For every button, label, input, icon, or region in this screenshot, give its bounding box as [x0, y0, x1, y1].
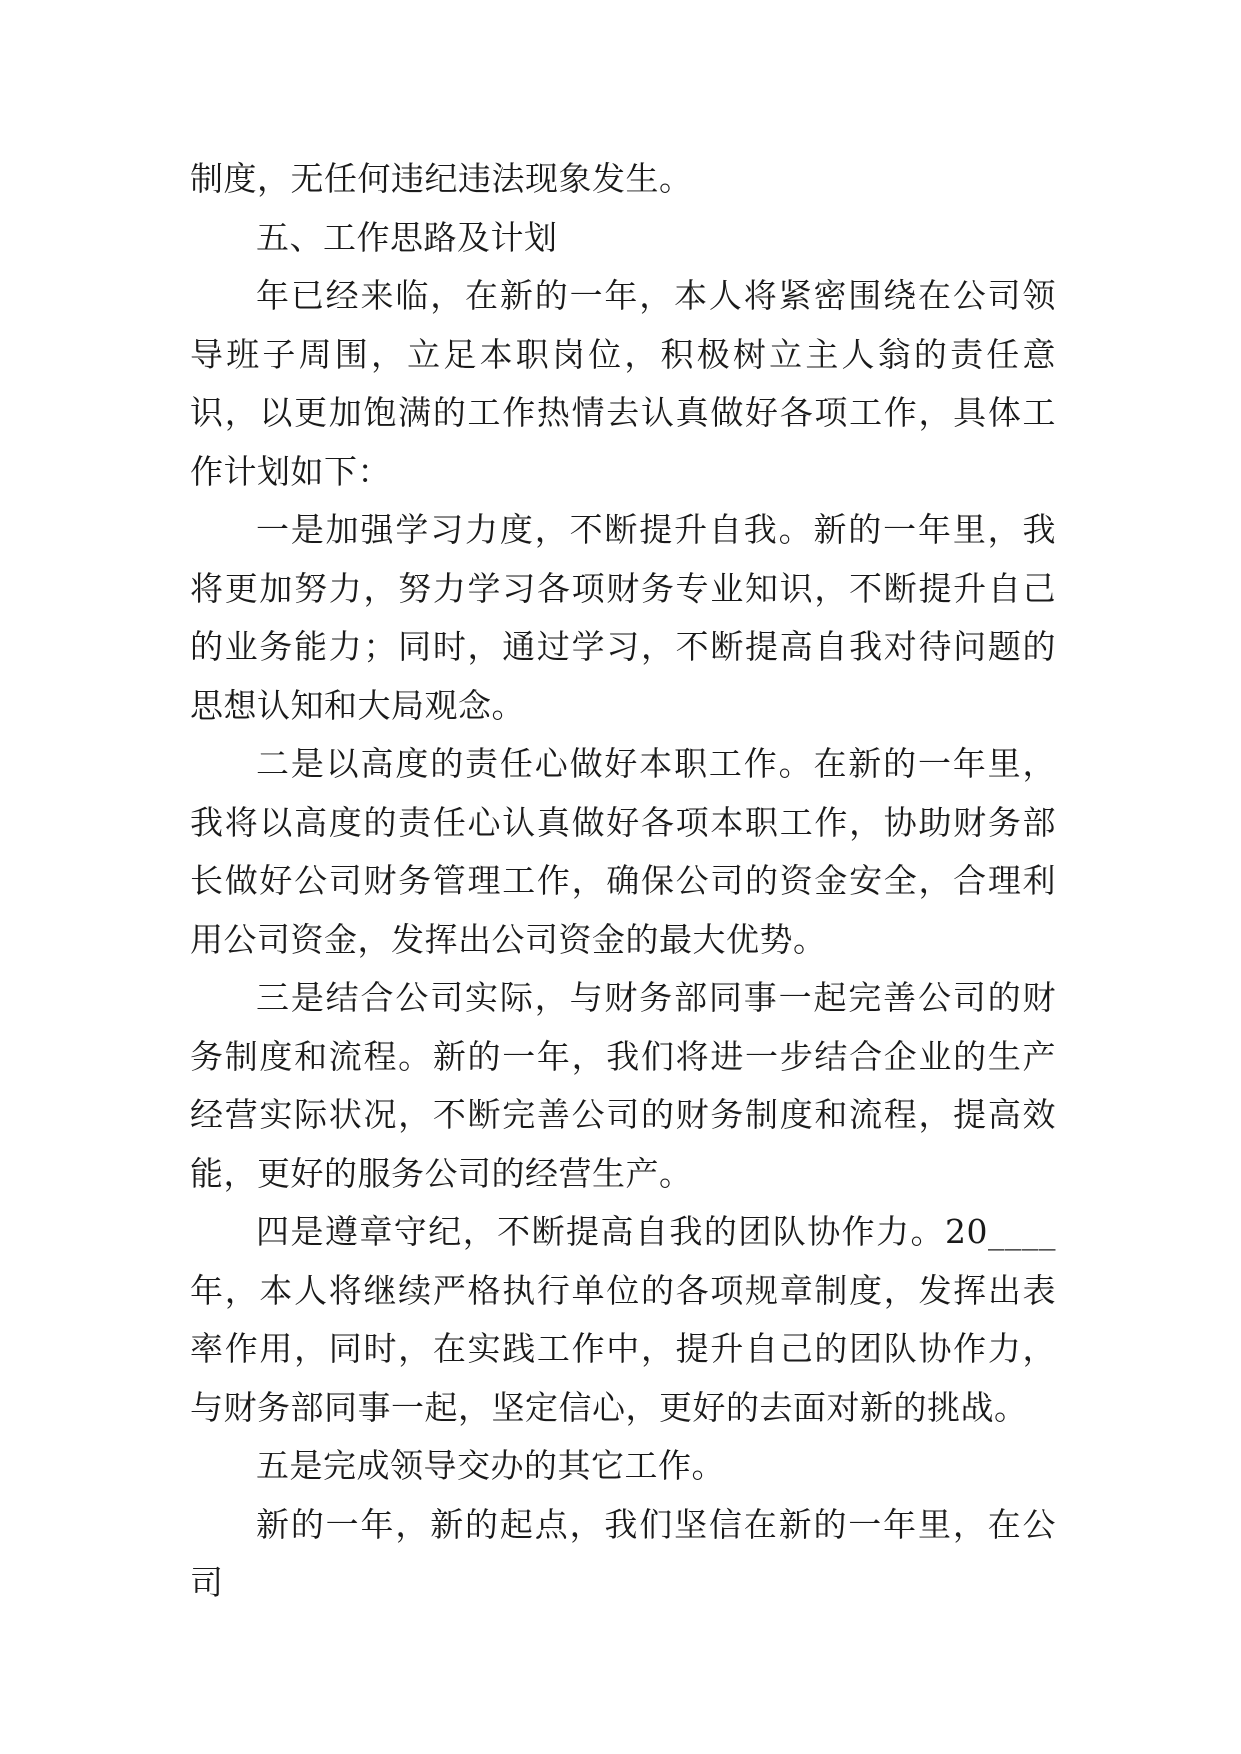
- paragraph-continuation: 制度，无任何违纪违法现象发生。: [190, 159, 693, 198]
- paragraph-plan-1: 一是加强学习力度，不断提升自我。新的一年里，我将更加努力，努力学习各项财务专业知识，不断提升自己的业务能力；同时，通过学习，不断提高自我对待问题的思想认知和大局观念。: [190, 510, 1056, 725]
- document-body: [190, 150, 1056, 1613]
- section-heading: 五、工作思路及计划: [256, 217, 558, 257]
- paragraph-closing: 新的一年，新的起点，我们坚信在新的一年里，在公司: [190, 1504, 1056, 1602]
- paragraph-plan-4: 四是遵章守纪，不断提高自我的团队协作力。20____年，本人将继续严格执行单位的各项规章制度，发挥出表率作用，同时，在实践工作中，提升自己的团队协作力，与财务部同事一起，坚定信心，更好的去面对新的挑战。: [190, 1212, 1056, 1427]
- paragraph-plan-2: 二是以高度的责任心做好本职工作。在新的一年里，我将以高度的责任心认真做好各项本职工作，协助财务部长做好公司财务管理工作，确保公司的资金安全，合理利用公司资金，发挥出公司资金的最大优势。: [190, 744, 1056, 959]
- paragraph-plan-5: 五是完成领导交办的其它工作。: [256, 1446, 725, 1485]
- paragraph-plan-3: 三是结合公司实际，与财务部同事一起完善公司的财务制度和流程。新的一年，我们将进一步结合企业的生产经营实际状况，不断完善公司的财务制度和流程，提高效能，更好的服务公司的经营生产。: [190, 978, 1056, 1193]
- paragraph-intro: 年已经来临，在新的一年，本人将紧密围绕在公司领导班子周围，立足本职岗位，积极树立主人翁的责任意识，以更加饱满的工作热情去认真做好各项工作，具体工作计划如下：: [190, 276, 1056, 491]
